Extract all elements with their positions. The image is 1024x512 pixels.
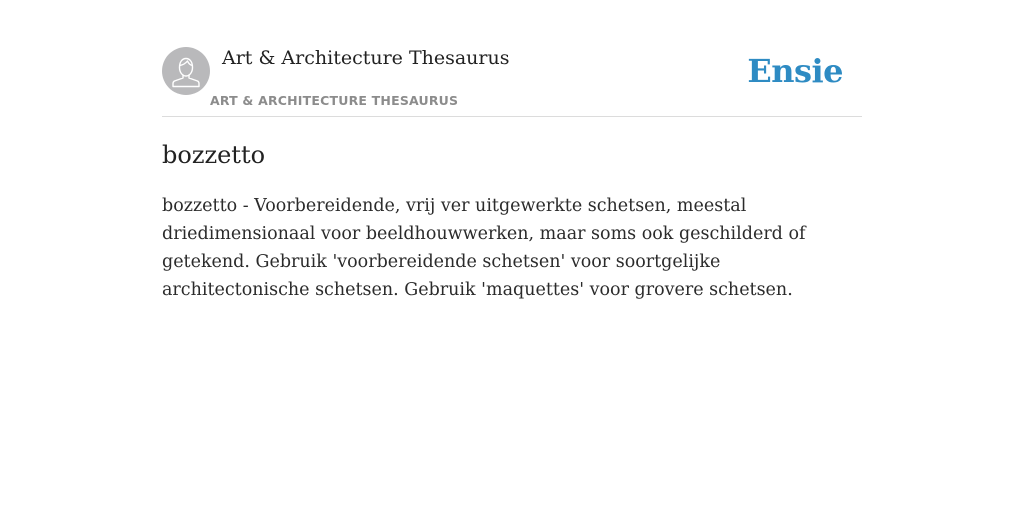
source-title[interactable]: Art & Architecture Thesaurus bbox=[222, 47, 510, 69]
entry-definition: bozzetto - Voorbereidende, vrij ver uitgewerkte schetsen, meestal driedimensionaal voor beeldhouwwerken, maar soms ook geschilderd of getekend. Gebruik 'voorbereidende schetsen' voor soortgelijke architectonische schetsen. Gebruik 'maquettes' voor grovere schetsen. bbox=[162, 196, 806, 300]
source-header bbox=[162, 46, 862, 117]
user-outline-icon bbox=[162, 47, 210, 95]
entry-term: bozzetto bbox=[162, 141, 266, 169]
source-subtitle[interactable]: ART & ARCHITECTURE THESAURUS bbox=[210, 93, 459, 108]
ensie-logo[interactable]: Ensie bbox=[747, 52, 843, 90]
avatar[interactable] bbox=[162, 47, 210, 95]
